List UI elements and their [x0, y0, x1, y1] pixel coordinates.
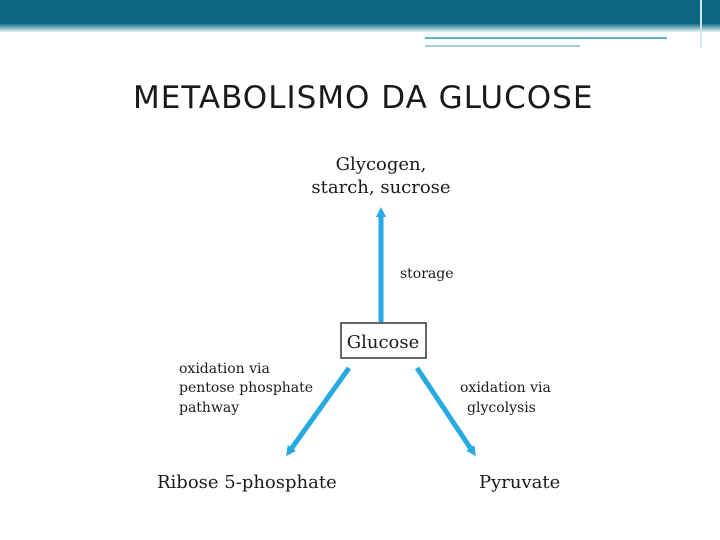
top-node-line-1: Glycogen,	[335, 154, 427, 175]
right-node-label: Pyruvate	[479, 472, 561, 493]
top-node-line-2: starch, sucrose	[311, 177, 451, 198]
edge-label-left-line-2: pentose phosphate	[179, 380, 314, 396]
left-node-label: Ribose 5-phosphate	[157, 472, 337, 493]
edge-label-right-line-2: glycolysis	[467, 400, 536, 416]
edge-label-left-line-1: oxidation via	[179, 361, 270, 377]
edge-label-left-line-3: pathway	[179, 400, 240, 416]
center-node-label: Glucose	[346, 332, 420, 353]
edge-label-right-line-1: oxidation via	[460, 380, 551, 396]
edge-label-storage: storage	[400, 266, 454, 282]
slide-title: METABOLISMO DA GLUCOSE	[133, 80, 594, 116]
